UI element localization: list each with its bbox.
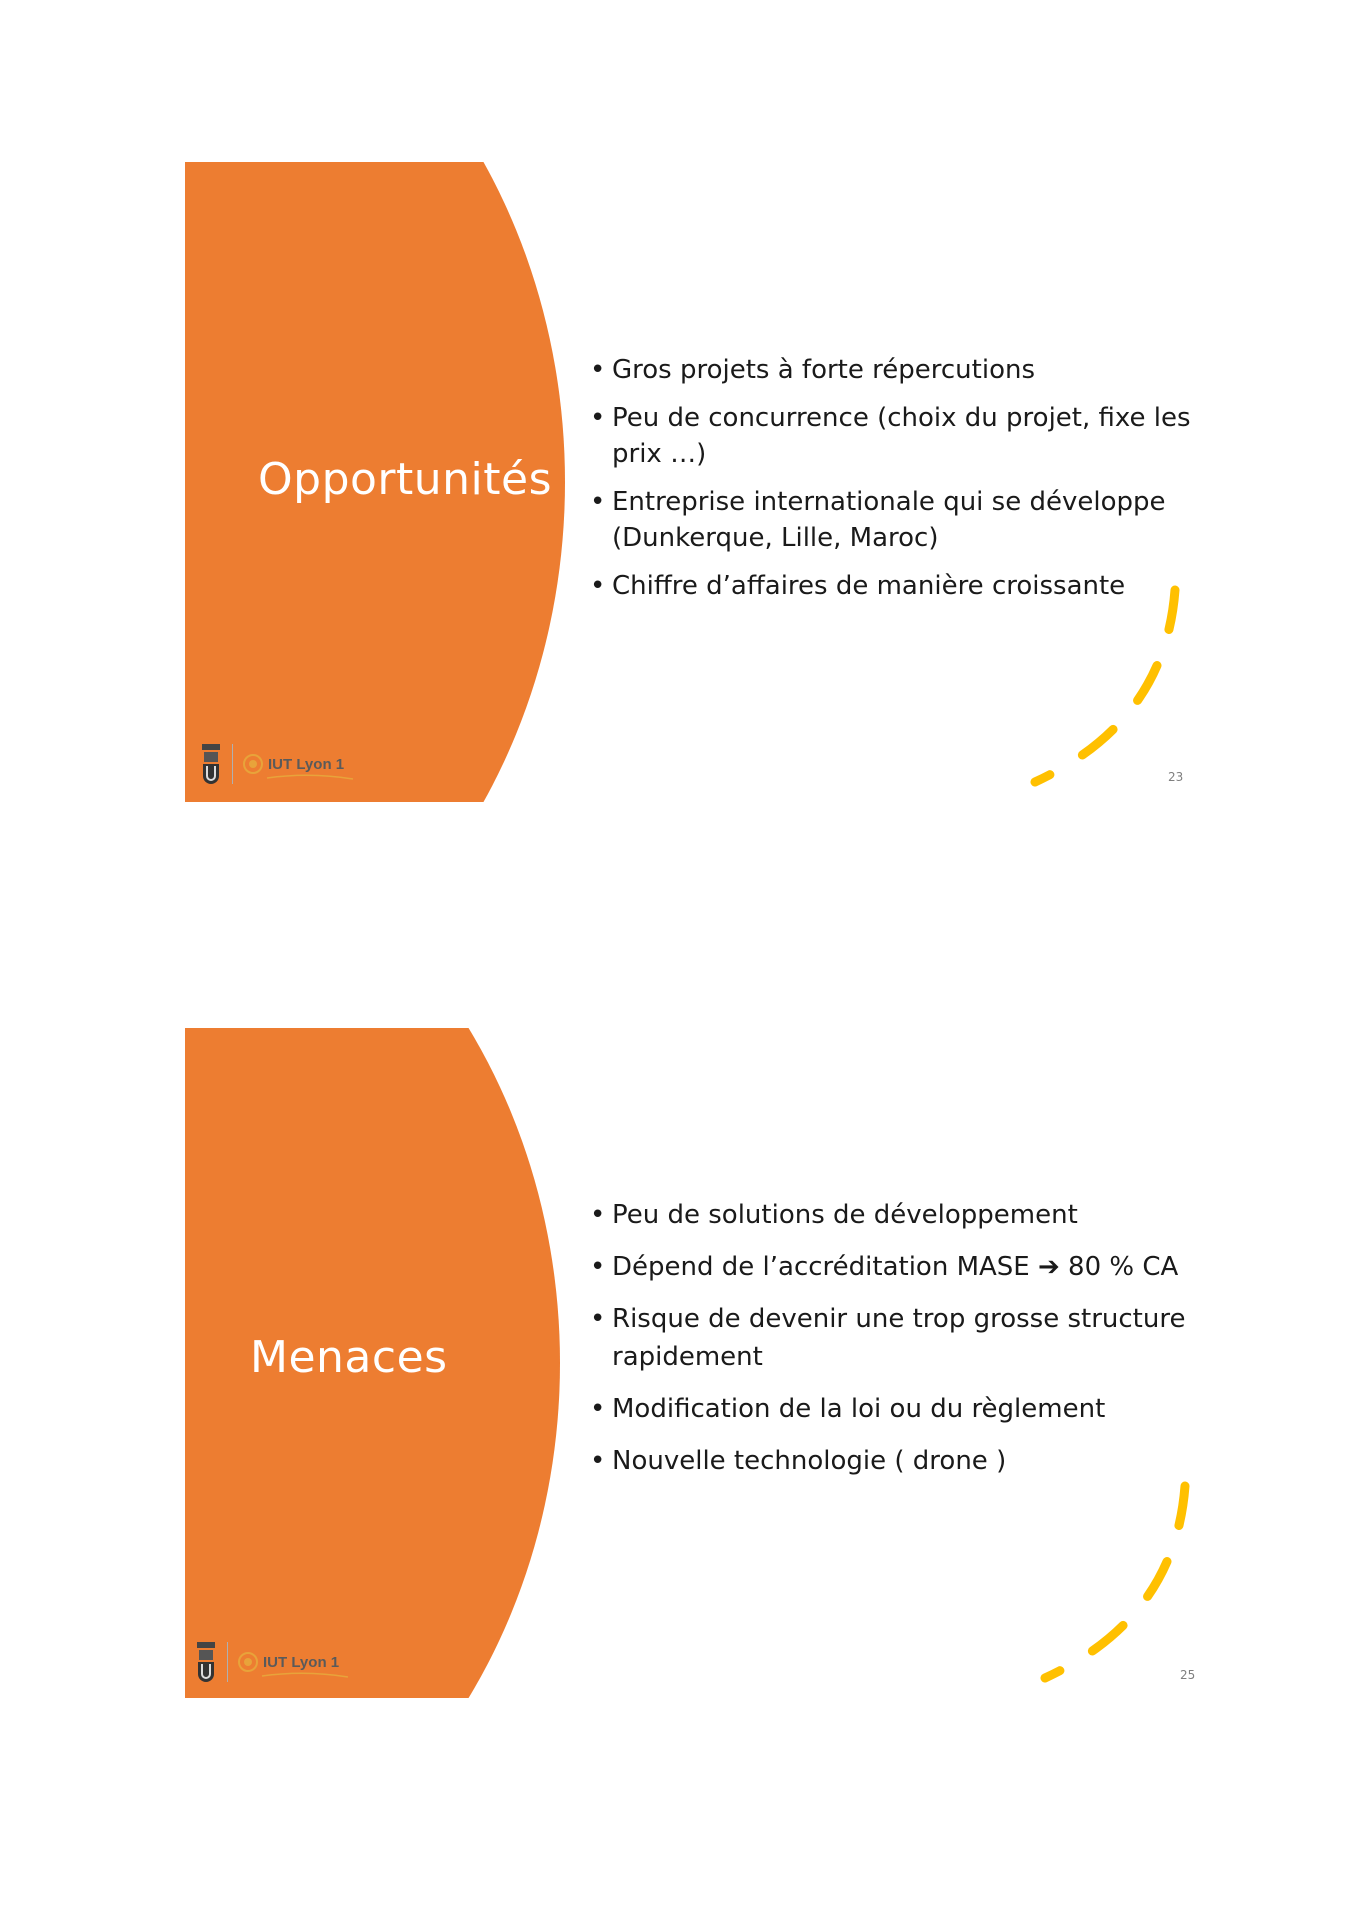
footer-logos (200, 742, 344, 786)
slide-title: Menaces (250, 1332, 448, 1383)
bullet-item: • Chiffre d’affaires de manière croissante (590, 568, 1200, 604)
slide-title: Opportunités (258, 454, 552, 505)
slide-menaces (185, 1028, 1227, 1698)
logo-text: IUT Lyon 1 (263, 1653, 340, 1671)
bullet-item: • Peu de solutions de développement (590, 1196, 1200, 1234)
bullet-item: • Gros projets à forte répercutions (590, 352, 1200, 388)
logo-separator (232, 744, 233, 784)
page-number: 23 (1168, 770, 1184, 784)
bullet-list (590, 1196, 1200, 1494)
bullet-item: • Modification de la loi ou du règlement (590, 1390, 1200, 1428)
bullet-list (590, 352, 1200, 616)
logo-separator (227, 1642, 228, 1682)
iut-lyon-logo-icon (238, 1652, 339, 1672)
footer-logos (195, 1640, 339, 1684)
iut-lyon-logo-icon (243, 754, 344, 774)
page-number: 25 (1180, 1668, 1196, 1682)
bullet-item: • Entreprise internationale qui se développe (Dunkerque, Lille, Maroc) (590, 484, 1200, 556)
bullet-item: • Risque de devenir une trop grosse structure rapidement (590, 1300, 1200, 1376)
dashed-arc-decoration (1025, 582, 1205, 802)
slide-opportunites (185, 162, 1227, 802)
logo-text: IUT Lyon 1 (268, 755, 345, 773)
bullet-item: • Nouvelle technologie ( drone ) (590, 1442, 1200, 1480)
university-crest-icon (200, 742, 222, 786)
bullet-item: • Dépend de l’accréditation MASE ➔ 80 % CA (590, 1248, 1200, 1286)
bullet-item: • Peu de concurrence (choix du projet, fixe les prix …) (590, 400, 1200, 472)
dashed-arc-decoration (1035, 1478, 1215, 1698)
university-crest-icon (195, 1640, 217, 1684)
